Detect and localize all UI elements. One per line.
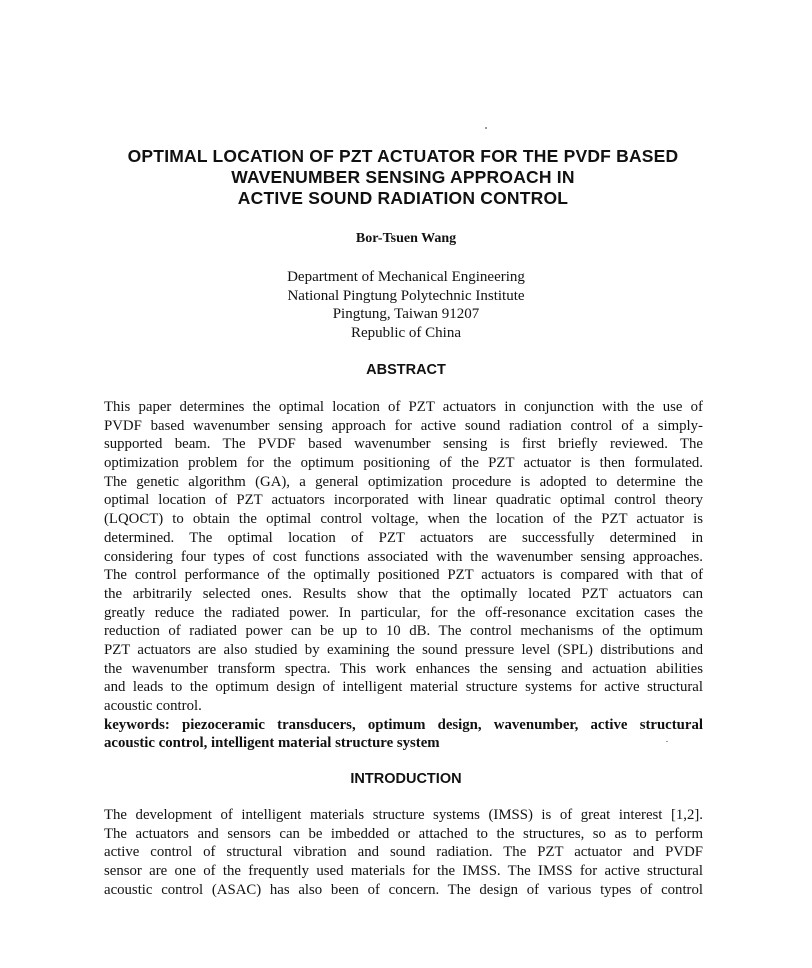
scan-speck	[666, 741, 668, 742]
affiliation-line-3: Pingtung, Taiwan 91207	[332, 306, 480, 323]
abstract-line: PZT actuators are also studied by examining the sound pressure level (SPL) distributions and	[104, 641, 703, 658]
introduction-line: active control of structural vibration and sound radiation. The PZT actuator and PVDF	[104, 844, 703, 861]
abstract-line: optimization problem for the optimum positioning of the PZT actuator is then formulated.	[104, 455, 703, 472]
affiliation-line-4: Republic of China	[351, 324, 461, 341]
abstract-line: determined. The optimal location of PZT actuators are successfully determined in	[104, 529, 703, 546]
abstract-line: The control performance of the optimally positioned PZT actuators is compared with that of	[104, 567, 703, 584]
introduction-body	[104, 806, 703, 899]
abstract-line: acoustic control.	[104, 698, 202, 714]
affiliation-line-1: Department of Mechanical Engineering	[287, 269, 525, 285]
introduction-heading: INTRODUCTION	[350, 771, 462, 787]
abstract-body	[104, 398, 703, 753]
abstract-line: (LQOCT) to obtain the optimal control voltage, when the location of the PZT actuator is	[104, 511, 703, 528]
introduction-line: The actuators and sensors can be imbedded or attached to the structures, so as to perform	[104, 825, 703, 842]
abstract-line: supported beam. The PVDF based wavenumber sensing is first briefly reviewed. The	[104, 436, 703, 453]
keywords-line: acoustic control, intelligent material structure system	[104, 735, 440, 752]
abstract-line: optimal location of PZT actuators incorporated with linear quadratic optimal control theory	[104, 492, 703, 509]
keywords-line: keywords: piezoceramic transducers, optimum design, wavenumber, active structural	[104, 716, 703, 733]
abstract-heading: ABSTRACT	[366, 362, 446, 378]
introduction-line: acoustic control (ASAC) has also been of concern. The design of various types of control	[104, 881, 703, 898]
title-line-3: ACTIVE SOUND RADIATION CONTROL	[237, 188, 569, 208]
abstract-line: reduction of radiated power can be up to 10 dB. The control mechanisms of the optimum	[104, 623, 703, 640]
affiliation-line-2: National Pingtung Polytechnic Institute	[287, 287, 525, 304]
title-line-2: WAVENUMBER SENSING APPROACH IN	[231, 167, 575, 187]
abstract-line: and leads to the optimum design of intelligent material structure systems for active structural	[104, 679, 703, 696]
abstract-line: PVDF based wavenumber sensing approach for active sound radiation control of a simply-	[104, 417, 703, 434]
abstract-line: The genetic algorithm (GA), a general optimization procedure is adopted to determine the	[104, 473, 703, 490]
abstract-line: greatly reduce the radiated power. In particular, for the off-resonance excitation cases the	[104, 604, 703, 621]
abstract-line: This paper determines the optimal location of PZT actuators in conjunction with the use of	[104, 399, 703, 415]
paper-title	[60, 146, 746, 209]
introduction-line: sensor are one of the frequently used materials for the IMSS. The IMSS for active structural	[104, 863, 703, 880]
abstract-line: the arbitrarily selected ones. Results show that the optimally located PZT actuators can	[104, 585, 703, 602]
title-line-1: OPTIMAL LOCATION OF PZT ACTUATOR FOR THE PVDF BASED	[127, 146, 679, 166]
abstract-line: considering four types of cost functions associated with the wavenumber sensing approaches.	[104, 548, 703, 565]
scan-speck	[485, 127, 487, 129]
introduction-line: The development of intelligent materials structure systems (IMSS) is of great interest [1,2].	[104, 807, 703, 823]
author-name: Bor-Tsuen Wang	[355, 231, 457, 246]
affiliation	[0, 268, 812, 342]
abstract-line: the wavenumber transform spectra. This work enhances the sensing and actuation abilities	[104, 660, 703, 677]
